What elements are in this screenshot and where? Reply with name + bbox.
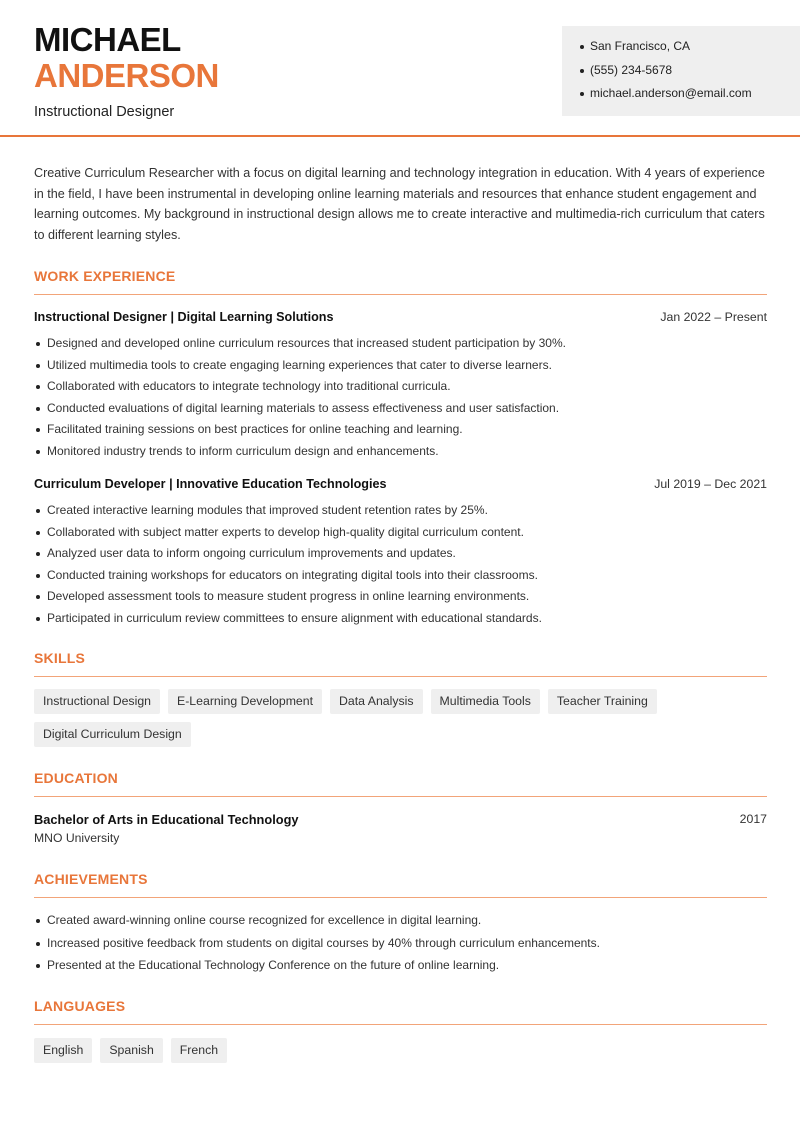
bullet-icon [580, 92, 584, 96]
list-item [34, 444, 767, 466]
bullet-icon [36, 509, 40, 513]
education-school: MNO University [34, 831, 120, 845]
list-item-text: Created award-winning online course recognized for excellence in digital learning. [47, 913, 482, 927]
bullet-icon [580, 45, 584, 49]
education-degree: Bachelor of Arts in Educational Technology [34, 812, 299, 827]
bullet-icon [36, 407, 40, 411]
languages-list [34, 1038, 767, 1063]
contact-phone [580, 63, 800, 87]
job-role: Curriculum Developer | Innovative Education Technologies [34, 477, 387, 491]
skills-list [34, 689, 674, 747]
list-item [34, 401, 767, 423]
summary: Creative Curriculum Researcher with a focus on digital learning and technology integration in education. With 4 years of experience in the field, I have been instrumental in developing online learning materials and resources that enhance student engagement and learning outcomes. My background in instructional design allows me to create interactive and multimedia-rich curriculum that caters to different learning styles. [34, 166, 765, 243]
list-item [34, 422, 767, 444]
language-tag: Spanish [100, 1038, 162, 1063]
contact-phone-text: (555) 234-5678 [590, 62, 673, 77]
bullet-icon [36, 552, 40, 556]
list-item-text: Collaborated with subject matter experts to develop high-quality digital curriculum content. [47, 524, 524, 539]
achievements-list [34, 913, 767, 981]
list-item-text: Facilitated training sessions on best practices for online teaching and learning. [47, 422, 463, 436]
section-title-work: WORK EXPERIENCE [34, 268, 767, 295]
bullet-icon [36, 964, 40, 968]
skill-tag: Multimedia Tools [431, 689, 540, 714]
language-tag: English [34, 1038, 92, 1063]
bullet-icon [36, 364, 40, 368]
list-item [34, 358, 767, 380]
list-item-text: Conducted training workshops for educators on integrating digital tools into their classrooms. [47, 567, 538, 582]
list-item [34, 525, 767, 547]
job-dates: Jul 2019 – Dec 2021 [654, 477, 767, 491]
section-title-achievements: ACHIEVEMENTS [34, 871, 767, 898]
list-item-text: Developed assessment tools to measure student progress in online learning environments. [47, 589, 530, 603]
contact-box [562, 26, 800, 116]
list-item [34, 913, 767, 936]
list-item [34, 503, 767, 525]
bullet-icon [36, 942, 40, 946]
bullet-icon [36, 595, 40, 599]
list-item [34, 958, 767, 981]
skill-tag: Instructional Design [34, 689, 160, 714]
skill-tag: Teacher Training [548, 689, 657, 714]
education-year: 2017 [739, 812, 767, 826]
job-dates: Jan 2022 – Present [660, 310, 767, 324]
list-item [34, 611, 767, 633]
bullet-icon [36, 428, 40, 432]
contact-email-text: michael.anderson@email.com [590, 86, 752, 100]
section-title-languages: LANGUAGES [34, 998, 767, 1025]
section-title-education: EDUCATION [34, 770, 767, 797]
list-item-text: Conducted evaluations of digital learning materials to assess effectiveness and user satisfaction. [47, 400, 560, 415]
bullet-icon [36, 574, 40, 578]
bullet-icon [580, 69, 584, 73]
job-bullets [34, 336, 767, 465]
list-item [34, 546, 767, 568]
list-item-text: Participated in curriculum review committees to ensure alignment with educational standards. [47, 610, 542, 625]
name-block [34, 22, 219, 120]
resume-header [0, 0, 800, 137]
contact-location [580, 39, 800, 63]
bullet-icon [36, 385, 40, 389]
list-item-text: Collaborated with educators to integrate technology into traditional curricula. [47, 379, 451, 393]
list-item-text: Increased positive feedback from students on digital courses by 40% through curriculum enhancements. [47, 935, 600, 950]
bullet-icon [36, 617, 40, 621]
list-item [34, 568, 767, 590]
skill-tag: E-Learning Development [168, 689, 322, 714]
first-name: MICHAEL [34, 21, 181, 58]
skill-tag: Digital Curriculum Design [34, 722, 191, 747]
list-item [34, 379, 767, 401]
bullet-icon [36, 450, 40, 454]
list-item-text: Analyzed user data to inform ongoing curriculum improvements and updates. [47, 546, 456, 560]
list-item-text: Created interactive learning modules that improved student retention rates by 25%. [47, 503, 488, 517]
education-header [34, 812, 767, 827]
language-tag: French [171, 1038, 227, 1063]
list-item-text: Designed and developed online curriculum resources that increased student participation by 30%. [47, 336, 566, 350]
list-item-text: Utilized multimedia tools to create engaging learning experiences that cater to diverse learners. [47, 357, 552, 372]
skill-tag: Data Analysis [330, 689, 423, 714]
job-role: Instructional Designer | Digital Learning Solutions [34, 310, 334, 324]
job-header [34, 310, 767, 324]
contact-location-text: San Francisco, CA [590, 39, 691, 53]
job-bullets [34, 503, 767, 632]
job-title: Instructional Designer [34, 104, 175, 120]
contact-email [580, 86, 800, 110]
list-item [34, 936, 767, 959]
bullet-icon [36, 531, 40, 535]
section-title-skills: SKILLS [34, 650, 767, 677]
list-item-text: Monitored industry trends to inform curriculum design and enhancements. [47, 443, 439, 458]
bullet-icon [36, 919, 40, 923]
list-item-text: Presented at the Educational Technology Conference on the future of online learning. [47, 958, 500, 972]
list-item [34, 336, 767, 358]
last-name: ANDERSON [34, 57, 219, 94]
job-header [34, 477, 767, 491]
list-item [34, 589, 767, 611]
bullet-icon [36, 342, 40, 346]
